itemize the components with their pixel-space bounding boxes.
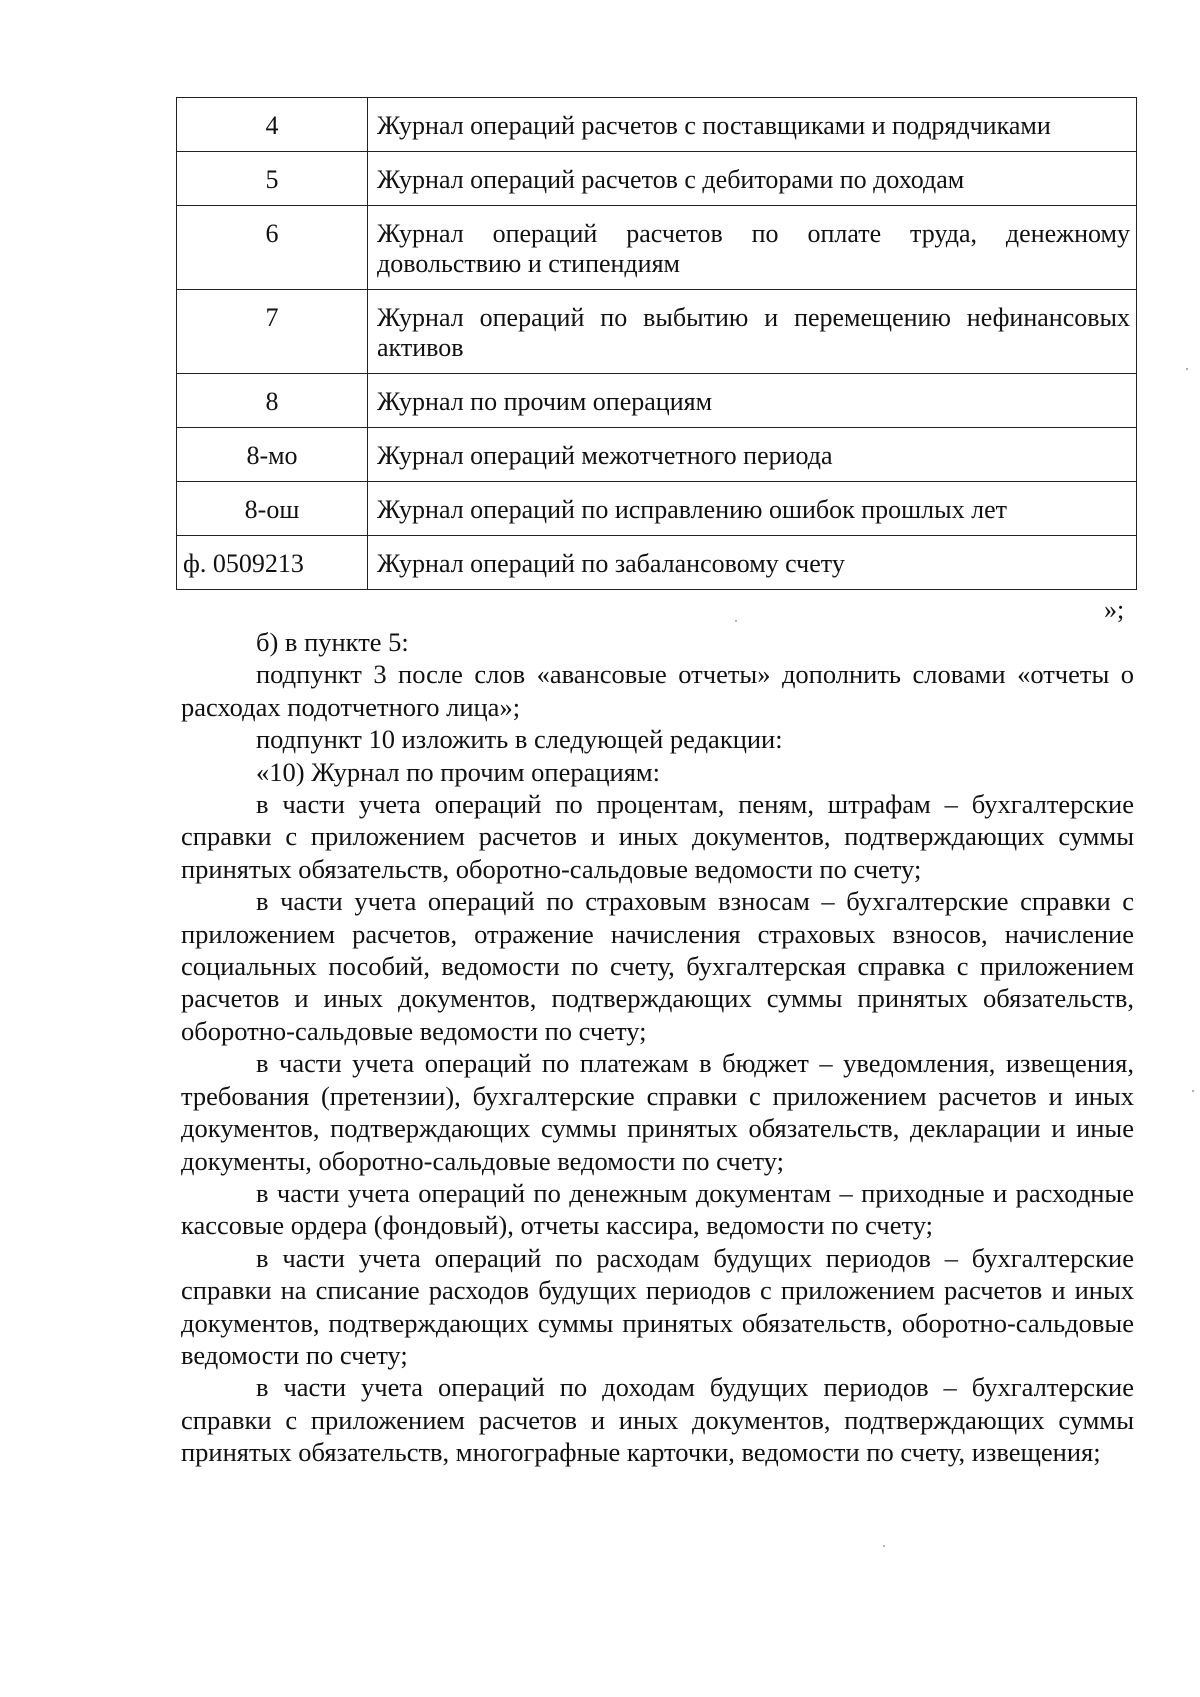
table-row xyxy=(177,428,1137,482)
journal-title: Журнал операций по выбытию и перемещению нефинансовых активов xyxy=(368,290,1137,374)
journal-number: 4 xyxy=(177,98,368,152)
journal-title: Журнал операций межотчетного периода xyxy=(368,428,1137,482)
paragraph: в части учета операций по процентам, пеням, штрафам – бухгалтерские справки с приложением расчетов и иных документов, подтверждающих суммы принятых обязательств, оборотно-сальдовые ведомости по счету; xyxy=(181,789,1134,884)
journal-title: Журнал операций по забалансовому счету xyxy=(368,536,1137,590)
table-row xyxy=(177,206,1137,290)
journal-number: 5 xyxy=(177,152,368,206)
document-body xyxy=(181,626,1134,1469)
paragraph: в части учета операций по платежам в бюджет – уведомления, извещения, требования (претензии), бухгалтерские справки с приложением расчетов и иных документов, подтверждающих суммы принятых обязательств, декларации и иные документы, оборотно-сальдовые ведомости по счету; xyxy=(181,1048,1134,1176)
paragraph: в части учета операций по доходам будущих периодов – бухгалтерские справки с приложением расчетов и иных документов, подтверждающих суммы принятых обязательств, многографные карточки, ведомости по счету, извещения; xyxy=(181,1372,1134,1468)
scan-speck xyxy=(1192,1090,1194,1092)
paragraph: в части учета операций по страховым взносам – бухгалтерские справки с приложением расчетов, отражение начисления страховых взносов, начисление социальных пособий, ведомости по счету, бухгалтерская справка с приложением расчетов и иных документов, подтверждающих суммы принятых обязательств, оборотно-сальдовые ведомости по счету; xyxy=(181,886,1134,1046)
table-row xyxy=(177,482,1137,536)
journal-number: 7 xyxy=(177,290,368,374)
closing-quote: »; xyxy=(1104,595,1125,624)
journal-title: Журнал по прочим операциям xyxy=(368,374,1137,428)
paragraph: подпункт 10 изложить в следующей редакции: xyxy=(256,724,783,755)
table-row xyxy=(177,290,1137,374)
table-row xyxy=(177,536,1137,590)
journal-title: Журнал операций расчетов с поставщиками и подрядчиками xyxy=(368,98,1137,152)
paragraph: в части учета операций по денежным документам – приходные и расходные кассовые ордера (фондовый), отчеты кассира, ведомости по счету; xyxy=(181,1177,1134,1241)
journals-table xyxy=(176,97,1137,590)
paragraph: «10) Журнал по прочим операциям: xyxy=(256,756,661,787)
journal-title: Журнал операций расчетов с дебиторами по доходам xyxy=(368,152,1137,206)
journal-number: ф. 0509213 xyxy=(177,536,368,590)
journal-title: Журнал операций расчетов по оплате труда, денежному довольствию и стипендиям xyxy=(368,206,1137,290)
table-row xyxy=(177,152,1137,206)
journal-number: 8-мо xyxy=(177,428,368,482)
paragraph: в части учета операций по расходам будущих периодов – бухгалтерские справки на списание расходов будущих периодов с приложением расчетов и иных документов, подтверждающих суммы принятых обязательств, оборотно-сальдовые ведомости по счету; xyxy=(181,1242,1134,1370)
scan-speck xyxy=(1186,368,1188,370)
scan-speck xyxy=(883,1545,885,1547)
paragraph: подпункт 3 после слов «авансовые отчеты» дополнить словами «отчеты о расходах подотчетного лица»; xyxy=(181,659,1134,722)
journal-number: 8 xyxy=(177,374,368,428)
journal-title: Журнал операций по исправлению ошибок прошлых лет xyxy=(368,482,1137,536)
journal-number: 8-ош xyxy=(177,482,368,536)
paragraph: б) в пункте 5: xyxy=(256,627,409,657)
scan-speck xyxy=(735,620,737,622)
table-row xyxy=(177,98,1137,152)
table-row xyxy=(177,374,1137,428)
journal-number: 6 xyxy=(177,206,368,290)
